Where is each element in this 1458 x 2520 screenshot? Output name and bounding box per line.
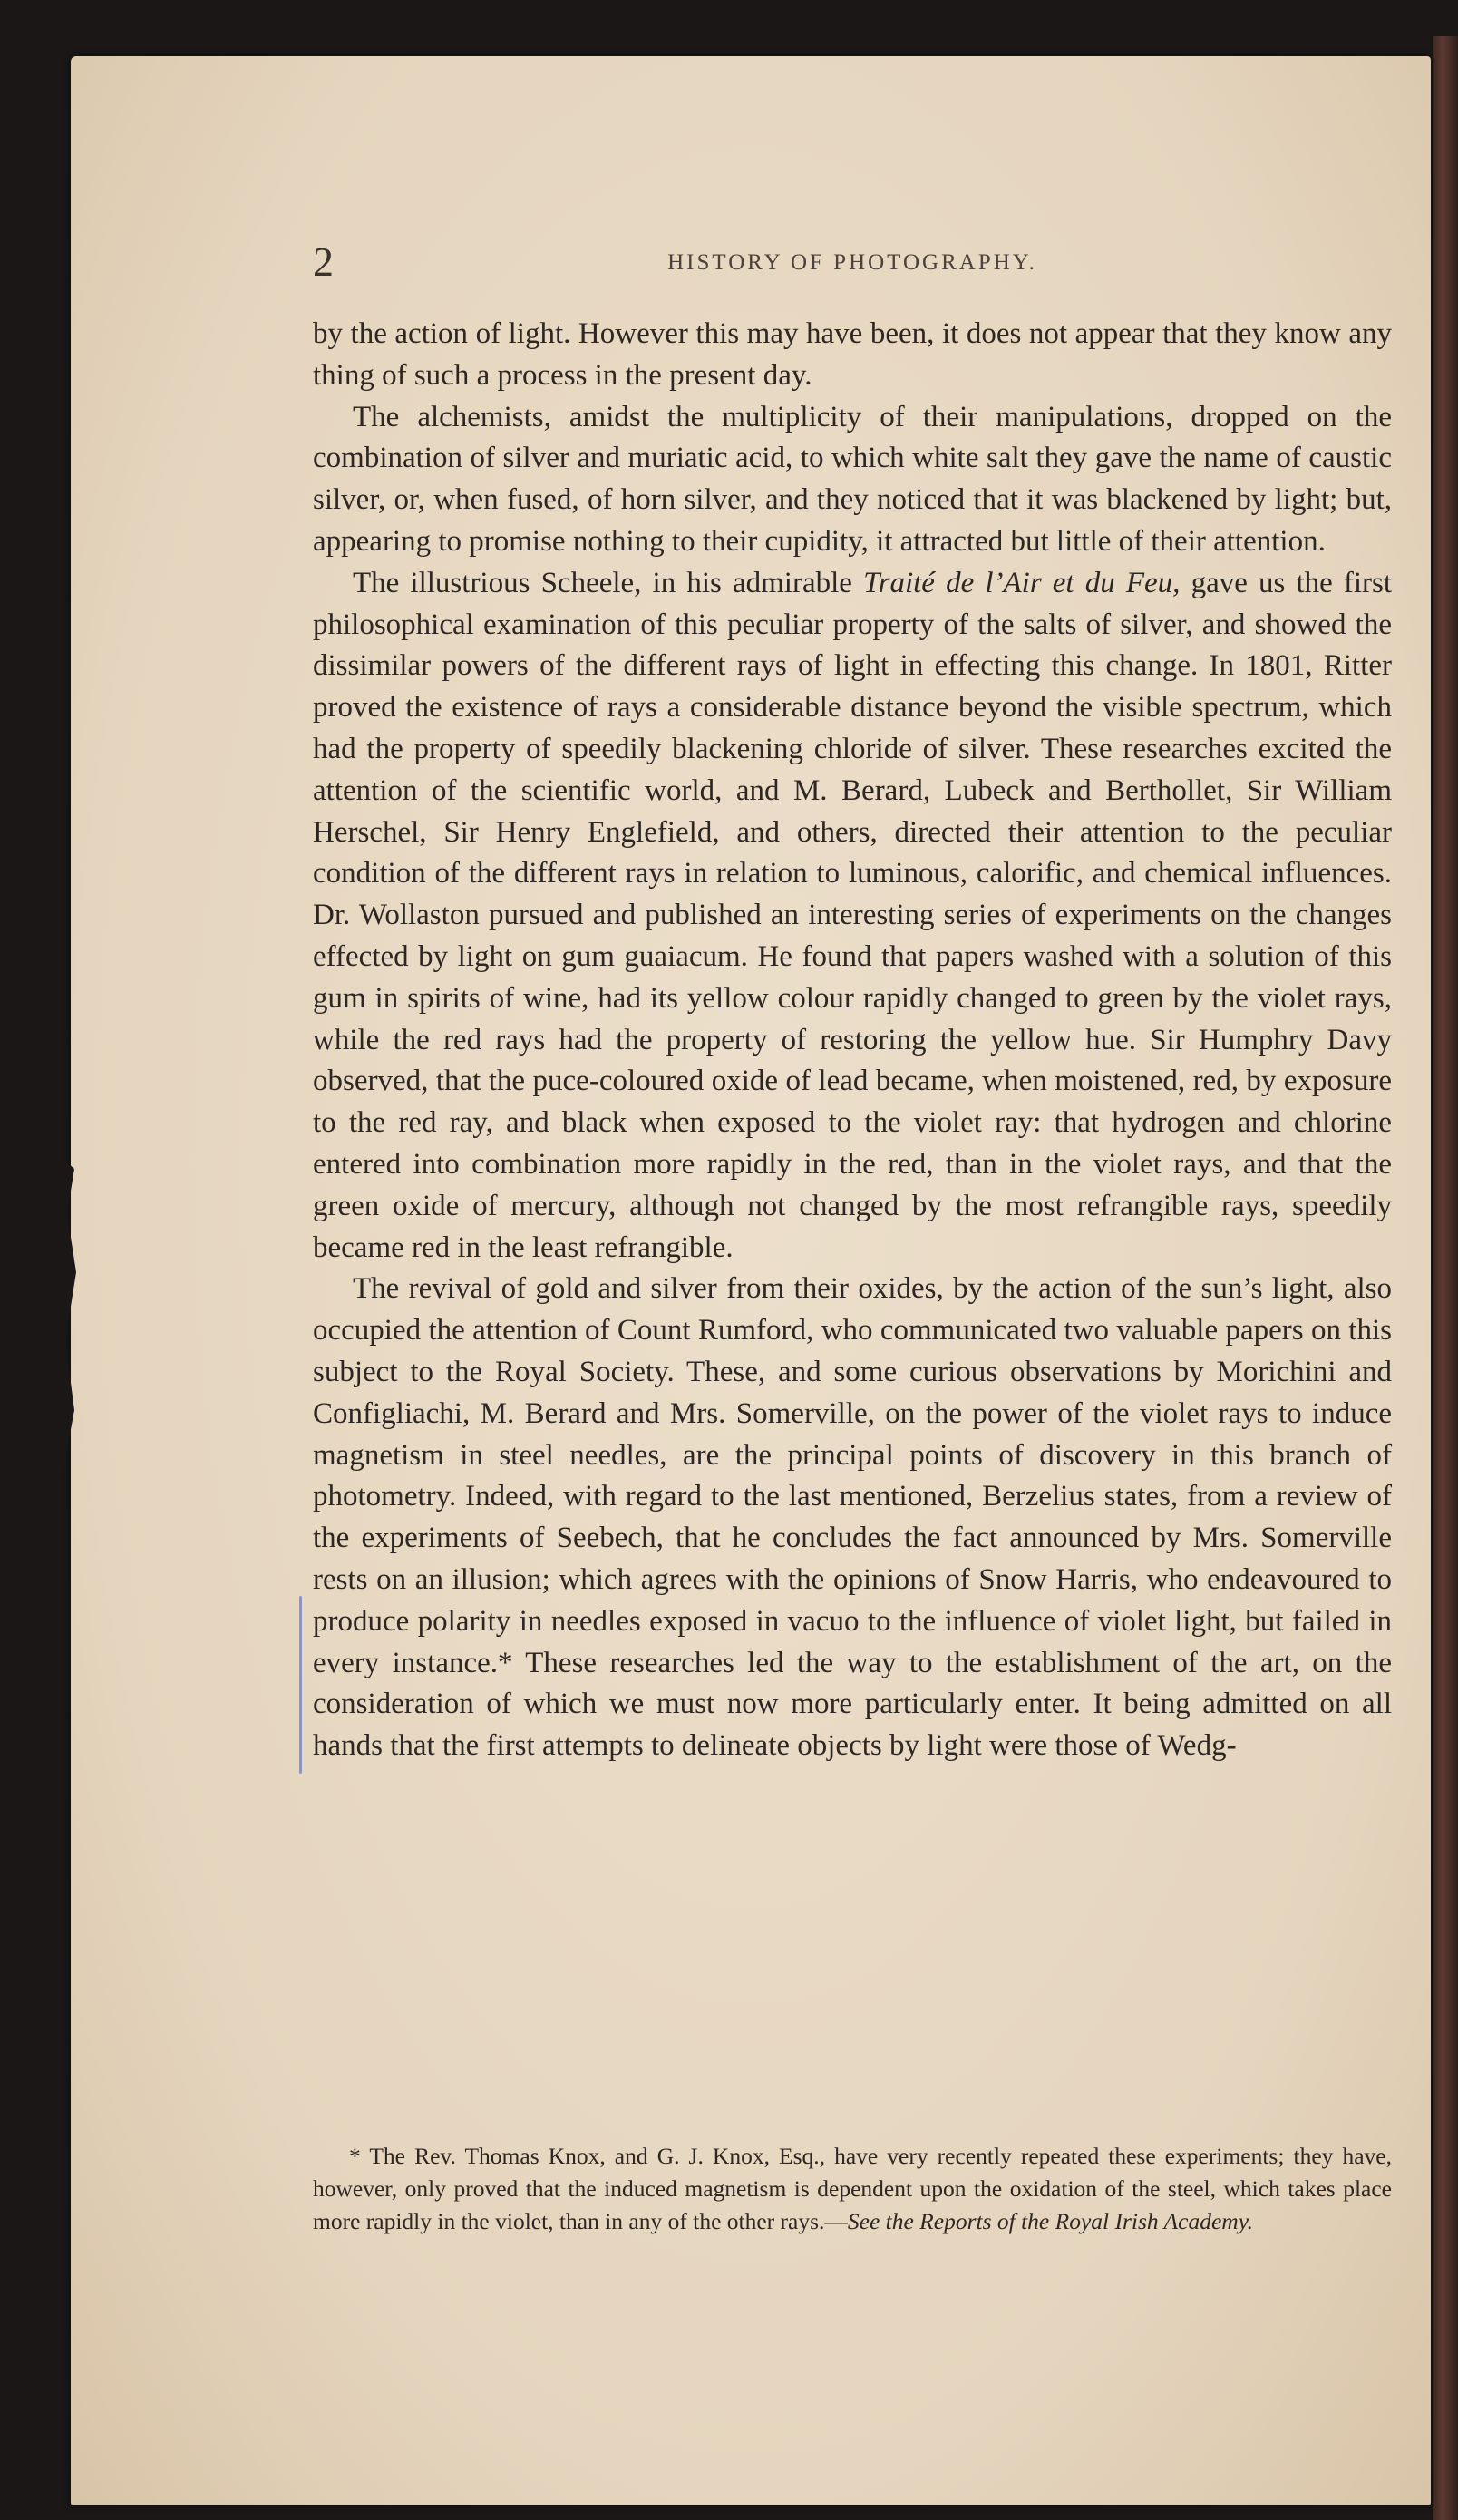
footnote-reference: See the Reports of the Royal Irish Academy. [847, 2208, 1253, 2234]
page-number: 2 [313, 238, 334, 285]
paragraph: The revival of gold and silver from their oxides, by the action of the sun’s light, also occupied the attention of Count Rumford, who communicated two valuable papers on this subject to the Royal Society. These, and some curious observations by Morichini and Configliachi, M. Berard and Mrs. Somerville, on the power of the violet rays to induce magnetism in steel needles, are the principal points of discovery in this branch of photometry. Indeed, with regard to the last mentioned, Berzelius states, from a review of the experiments of Seebech, that he concludes the fact announced by Mrs. Somerville rests on an illusion; which agrees with the opinions of Snow Harris, who endeavoured to produce polarity in needles exposed in vacuo to the influence of violet light, but failed in every instance.* These researches led the way to the establishment of the art, on the consideration of which we must now more particularly enter. It being admitted on all hands that the first attempts to delineate objects by light were those of Wedg- [313, 1272, 1392, 1763]
running-head: HISTORY OF PHOTOGRAPHY. [667, 250, 1037, 275]
body-text [313, 314, 1392, 1767]
paragraph [313, 563, 1392, 1270]
paragraph: The alchemists, amidst the multiplicity of their manipulations, dropped on the combination of silver and muriatic acid, to which white salt they gave the name of caustic silver, or, when fused, of horn silver, and they noticed that it was blackened by light; but, appearing to promise nothing to their cupidity, it attracted but little of their attention. [313, 400, 1392, 558]
footnote-paragraph [313, 2140, 1392, 2238]
paragraph: by the action of light. However this may have been, it does not appear that they know any thing of such a process in the present day. [313, 317, 1392, 392]
book-title-italic: Traité de l’Air et du Feu, [863, 566, 1181, 599]
page-header [313, 238, 1392, 285]
paragraph-text: The illustrious Scheele, in his admirable [353, 566, 852, 599]
footnote [313, 2140, 1392, 2238]
paragraph-text: gave us the first philosophical examination of this peculiar property of the salts of silver, and showed the dissimilar powers of the different rays of light in effecting this change. In 1801, Ritter proved the existence of rays a considerable distance beyond the visible spectrum, which had the property of speedily blackening chloride of silver. These researches excited the attention of the scientific world, and M. Berard, Lubeck and Berthollet, Sir William Herschel, Sir Henry Englefield, and others, directed their attention to the peculiar condition of the different rays in relation to luminous, calorific, and chemical influences. Dr. Wollaston pursued and published an interesting series of experiments on the changes effected by light on gum guaiacum. He found that papers washed with a solution of this gum in spirits of wine, had its yellow colour rapidly changed to green by the violet rays, while the red rays had the property of restoring the yellow hue. Sir Humphry Davy observed, that the puce-coloured oxide of lead became, when moistened, red, by exposure to the red ray, and black when exposed to the violet ray: that hydrogen and chlorine entered into combination more rapidly in the red, than in the violet rays, and that the green oxide of mercury, although not changed by the most refrangible rays, speedily became red in the least refrangible. [313, 566, 1393, 1264]
book-spine-edge [1433, 36, 1458, 2520]
footnote-text: * The Rev. Thomas Knox, and G. J. Knox, Esq., have very recently repeated these experiments; they have, however, only proved that the induced magnetism is dependent upon the oxidation of the steel, which takes place more rapidly in the violet, than in any of the other rays.— [313, 2143, 1392, 2234]
marginal-pencil-mark [299, 1596, 302, 1774]
